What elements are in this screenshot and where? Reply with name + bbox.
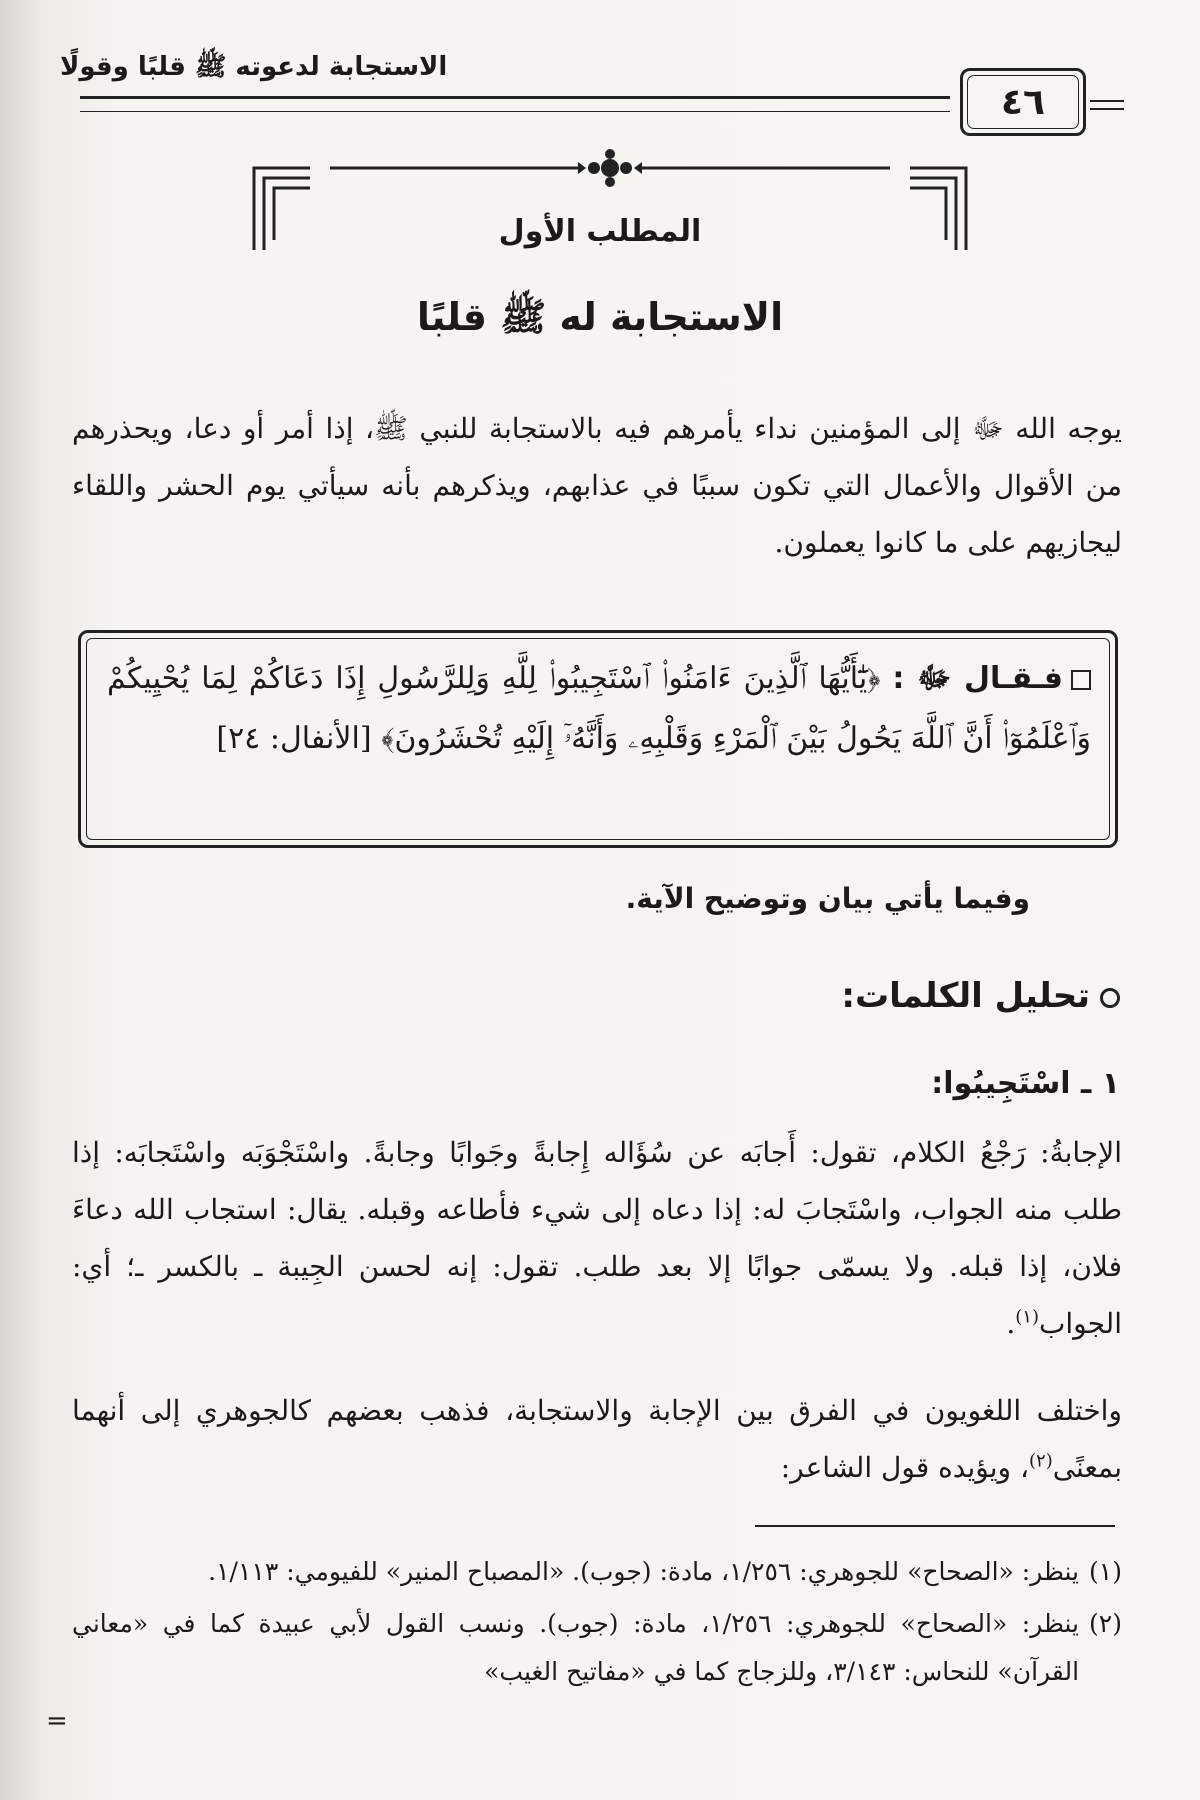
analysis-heading (0, 976, 1120, 1016)
verse-quran-text: ﴿يَٰٓأَيُّهَا ٱلَّذِينَ ءَامَنُوا۟ ٱسْتَجِيبُوا۟ لِلَّهِ وَلِلرَّسُولِ إِذَا دَعَاكُمْ لِمَا يُحْيِيكُمْ وَٱعْلَمُوٓا۟ أَنَّ ٱللَّهَ يَحُولُ بَيْنَ ٱلْمَرْءِ وَقَلْبِهِۦ وَأَنَّهُۥٓ إِلَيْهِ تُحْشَرُونَ﴾ (107, 661, 1091, 756)
paragraph2-text-a: واختلف اللغويون في الفرق بين الإجابة والاستجابة، فذهب بعضهم كالجوهري إلى أنهما بمعنًى (72, 1394, 1122, 1484)
after-verse-note: وفيما يأتي بيان وتوضيح الآية. (625, 882, 1030, 915)
analysis-heading-text: تحليل الكلمات: (841, 976, 1090, 1016)
word-heading: ١ ـ اسْتَجِيبُوا: (931, 1066, 1120, 1101)
footnote-number: (١) (1089, 1557, 1122, 1586)
verse-reference: [الأنفال: ٢٤] (216, 721, 372, 756)
footnote-text: ينظر: «الصحاح» للجوهري: ١/٢٥٦، مادة: (جوب). «المصباح المنير» للفيومي: ١/١١٣. (208, 1557, 1080, 1586)
paragraph2-text-b: ، ويؤيده قول الشاعر: (780, 1451, 1029, 1484)
footnote-number: (٢) (1089, 1609, 1122, 1638)
definition-paragraph (72, 1124, 1122, 1352)
footnote-ref-1[interactable]: (١) (1015, 1306, 1039, 1328)
header-rule (80, 96, 950, 112)
section-title: الاستجابة له ﷺ قلبًا (416, 295, 784, 339)
square-bullet-icon (1071, 670, 1091, 690)
circle-bullet-icon (1100, 988, 1120, 1008)
ornament-center-icon (578, 149, 642, 187)
section-heading: المطلب الأول (498, 214, 702, 249)
definition-end: . (1006, 1307, 1016, 1340)
continued-mark: = (46, 1706, 68, 1736)
footnotes (72, 1548, 1122, 1700)
second-paragraph (72, 1382, 1122, 1496)
definition-text: الإجابةُ: رَجْعُ الكلام، تقول: أَجابَه عن سُؤَاله إِجابةً وجَوابًا وجابةً. واسْتَجْوَبَه واسْتَجابَه: إذا طلب منه الجواب، واسْتَجابَ له: إذا دعاه إلى شيء فأطاعه وقبله. يقال: استجاب الله دعاءَ فلان، إذا قبله. ولا يسمّى جوابًا إلا بعد طلب. تقول: إنه لحسن الجِيبة ـ بالكسر ـ؛ أي: الجواب (72, 1136, 1122, 1340)
footnote-1 (72, 1548, 1122, 1596)
intro-paragraph: يوجه الله ﷻ إلى المؤمنين نداء يأمرهم فيه بالاستجابة للنبي ﷺ، إذا أمر أو دعا، ويحذرهم من الأقوال والأعمال التي تكون سببًا في عذابهم، ويذكرهم بأنه سيأتي يوم الحشر واللقاء ليجازيهم على ما كانوا يعملون. (72, 412, 1122, 559)
verse-text-block (107, 649, 1091, 769)
page-number: ٤٦ (1001, 81, 1045, 123)
page-number-side-rule (1090, 100, 1124, 110)
verse-lead: فـقـال ﷻ : (892, 661, 1063, 696)
footnote-separator (755, 1525, 1115, 1527)
footnote-text: ينظر: «الصحاح» للجوهري: ١/٢٥٦، مادة: (جوب). ونسب القول لأبي عبيدة كما في «معاني القرآن» للنحاس: ٣/١٤٣، وللزجاج كما في «مفاتيح الغيب» (72, 1609, 1080, 1686)
footnote-ref-2[interactable]: (٢) (1028, 1450, 1053, 1472)
verse-box (78, 630, 1118, 848)
page-number-box (960, 68, 1086, 136)
footnote-2 (72, 1600, 1122, 1696)
running-title: الاستجابة لدعوته ﷺ قلبًا وقولًا (60, 52, 448, 82)
